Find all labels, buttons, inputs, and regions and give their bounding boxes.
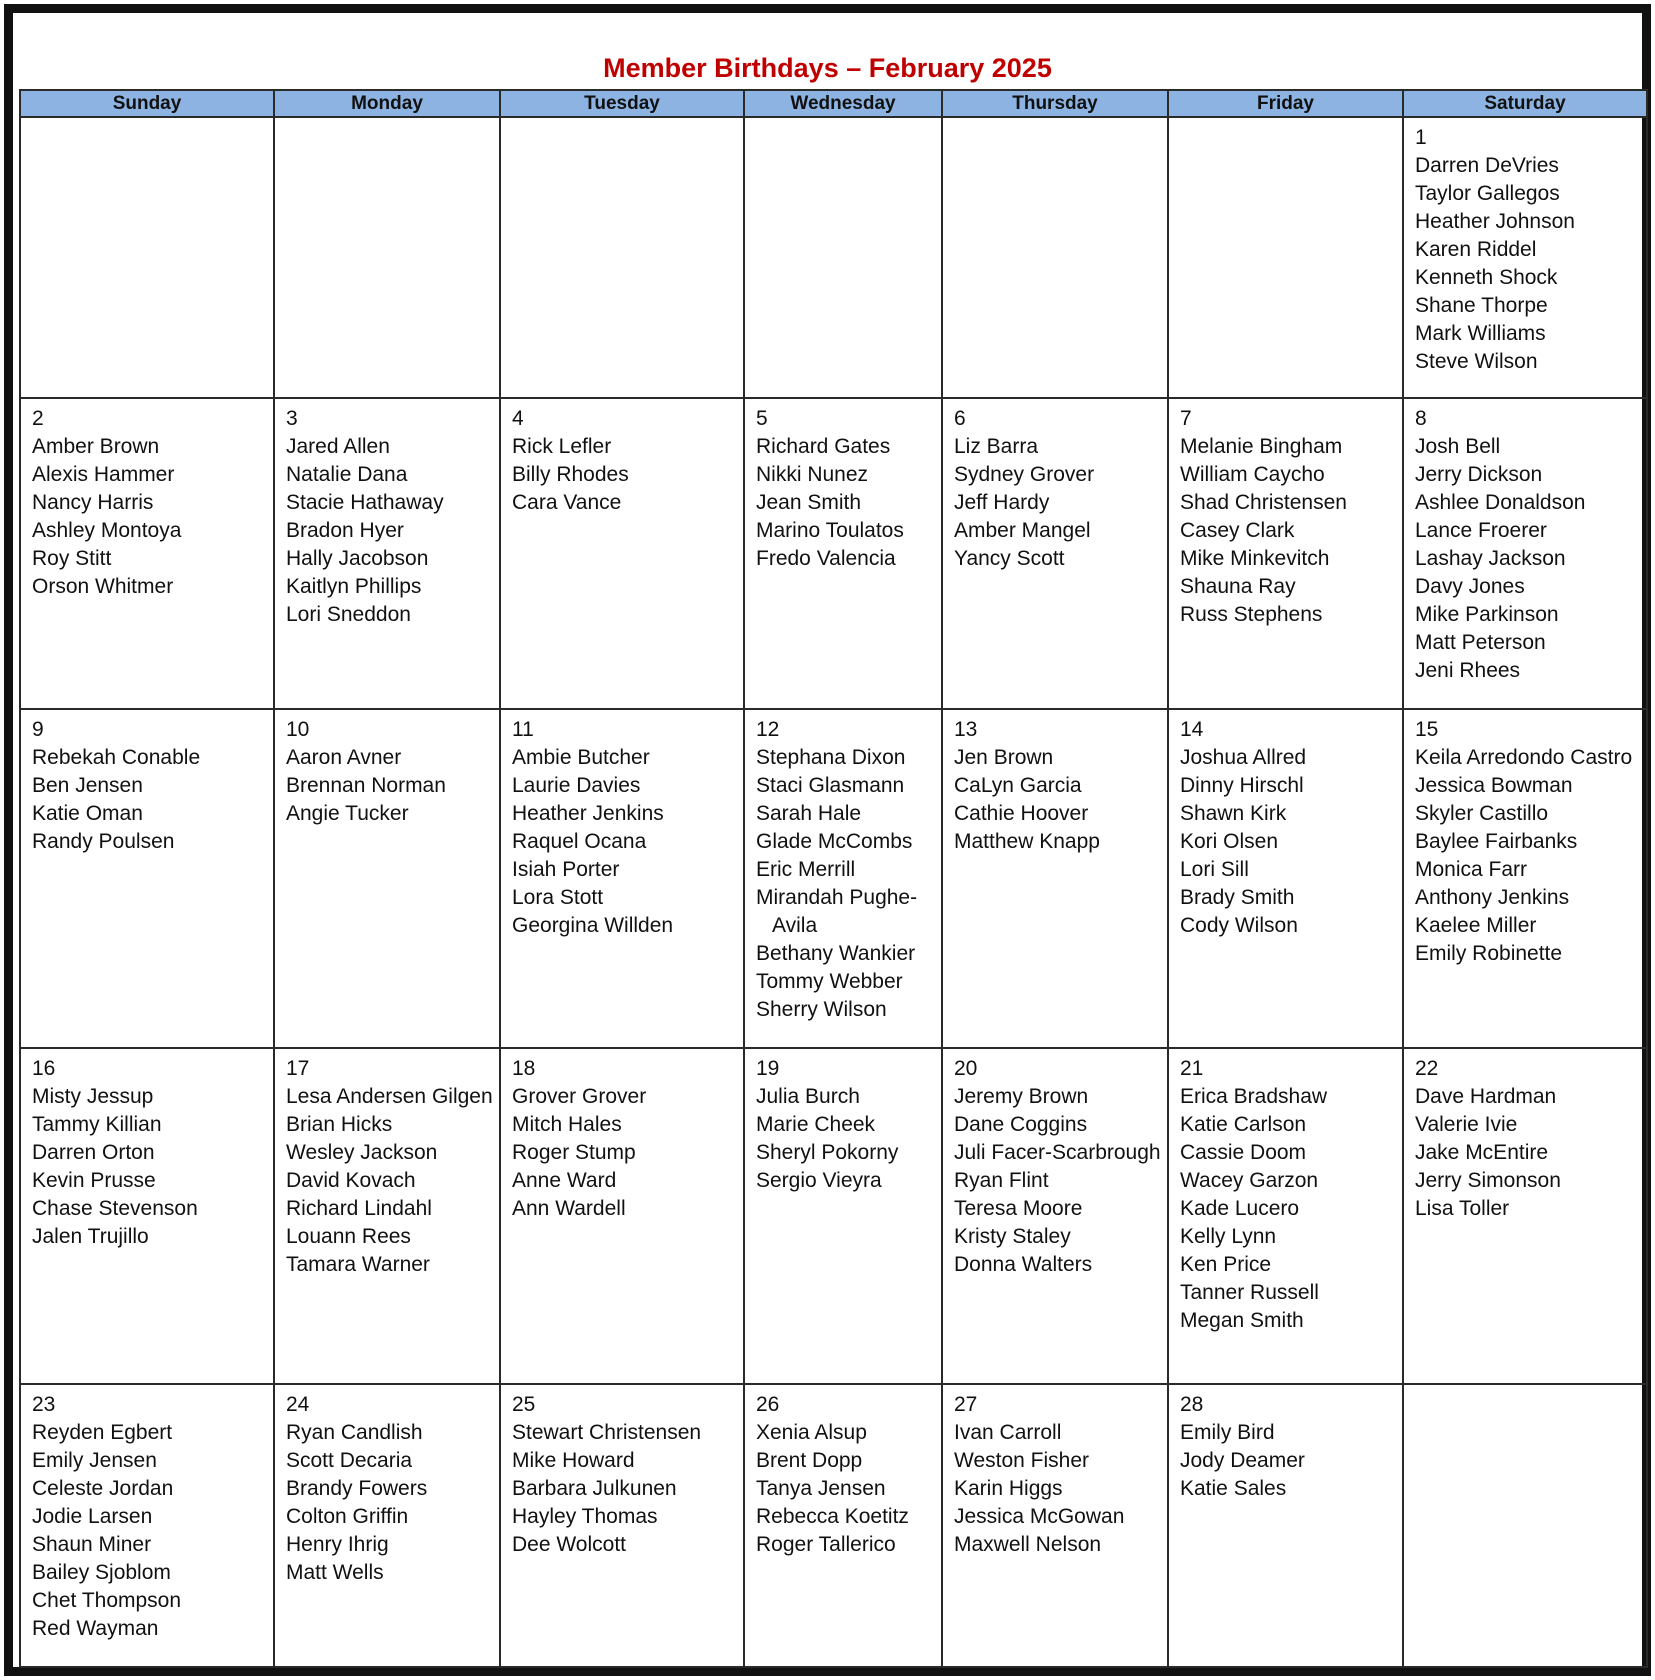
member-name: Lashay Jackson — [1415, 547, 1566, 570]
member-name: Russ Stephens — [1180, 603, 1323, 626]
birthday-list — [1415, 1083, 1646, 1223]
member-name: Emily Jensen — [32, 1449, 157, 1472]
member-name: Brandy Fowers — [286, 1477, 428, 1500]
member-name: Nancy Harris — [32, 491, 154, 514]
member-name: Skyler Castillo — [1415, 802, 1549, 825]
member-name: Jerry Simonson — [1415, 1169, 1561, 1192]
member-name: Ambie Butcher — [512, 746, 650, 769]
member-name: Staci Glasmann — [756, 774, 905, 797]
day-number: 23 — [32, 1393, 56, 1416]
day-number: 27 — [954, 1393, 978, 1416]
birthday-list — [1180, 1419, 1402, 1503]
day-number: 18 — [512, 1057, 536, 1080]
member-name: Joshua Allred — [1180, 746, 1307, 769]
member-name: Richard Lindahl — [286, 1197, 432, 1220]
member-name: Darren Orton — [32, 1141, 155, 1164]
birthday-list — [512, 433, 743, 517]
member-name: Dee Wolcott — [512, 1533, 626, 1556]
member-name: Fredo Valencia — [756, 547, 896, 570]
member-name: Sarah Hale — [756, 802, 862, 825]
day-cell — [744, 398, 942, 709]
member-name: Katie Sales — [1180, 1477, 1287, 1500]
member-name: Jake McEntire — [1415, 1141, 1549, 1164]
weekday-header: Sunday — [20, 90, 274, 117]
member-name: Weston Fisher — [954, 1449, 1089, 1472]
member-name: Sheryl Pokorny — [756, 1141, 899, 1164]
member-name: Natalie Dana — [286, 463, 408, 486]
member-name: Lesa Andersen Gilgen — [286, 1085, 493, 1108]
birthday-list — [286, 1083, 499, 1279]
member-name: Red Wayman — [32, 1617, 159, 1640]
member-name: Stephana Dixon — [756, 746, 906, 769]
member-name: Lora Stott — [512, 886, 604, 909]
member-name: Brennan Norman — [286, 774, 446, 797]
member-name: Shaun Miner — [32, 1533, 152, 1556]
member-name: CaLyn Garcia — [954, 774, 1082, 797]
member-name: Megan Smith — [1180, 1309, 1304, 1332]
member-name: Hayley Thomas — [512, 1505, 658, 1528]
weekday-header: Thursday — [942, 90, 1168, 117]
member-name: Mike Minkevitch — [1180, 547, 1330, 570]
day-cell — [274, 709, 500, 1048]
member-name: Jared Allen — [286, 435, 390, 458]
member-name: Sherry Wilson — [756, 998, 887, 1021]
member-name: Katie Oman — [32, 802, 143, 825]
member-name: Jessica Bowman — [1415, 774, 1573, 797]
empty-day-cell — [20, 117, 274, 398]
member-name: Jerry Dickson — [1415, 463, 1543, 486]
birthday-list — [286, 744, 499, 828]
member-name: Sergio Vieyra — [756, 1169, 882, 1192]
member-name: Bradon Hyer — [286, 519, 404, 542]
day-number: 10 — [286, 718, 310, 741]
member-name: Mirandah Pughe-Avila — [756, 886, 918, 937]
day-number: 9 — [32, 718, 44, 741]
member-name: Misty Jessup — [32, 1085, 154, 1108]
day-cell — [1403, 709, 1647, 1048]
member-name: Lori Sill — [1180, 858, 1249, 881]
member-name: Anthony Jenkins — [1415, 886, 1570, 909]
day-cell — [274, 1048, 500, 1384]
day-cell — [1403, 1048, 1647, 1384]
member-name: Scott Decaria — [286, 1449, 413, 1472]
member-name: Alexis Hammer — [32, 463, 175, 486]
day-number: 14 — [1180, 718, 1204, 741]
day-cell — [1168, 398, 1403, 709]
day-number: 13 — [954, 718, 978, 741]
birthday-list — [1180, 744, 1402, 940]
day-number: 15 — [1415, 718, 1439, 741]
member-name: Karen Riddel — [1415, 238, 1537, 261]
member-name: Kaitlyn Phillips — [286, 575, 422, 598]
member-name: Henry Ihrig — [286, 1533, 389, 1556]
empty-day-cell — [744, 117, 942, 398]
day-cell — [20, 1384, 274, 1667]
member-name: Lori Sneddon — [286, 603, 411, 626]
birthday-list — [32, 744, 273, 856]
week-row — [20, 1384, 1647, 1667]
empty-day-cell — [500, 117, 744, 398]
birthday-list — [512, 1419, 743, 1559]
birthday-list — [286, 433, 499, 629]
member-name: Jeremy Brown — [954, 1085, 1089, 1108]
day-cell — [500, 1048, 744, 1384]
birthday-list — [1415, 433, 1646, 685]
member-name: Richard Gates — [756, 435, 891, 458]
empty-day-cell — [1168, 117, 1403, 398]
member-name: Jalen Trujillo — [32, 1225, 149, 1248]
member-name: Laurie Davies — [512, 774, 641, 797]
member-name: Julia Burch — [756, 1085, 860, 1108]
weekday-header: Monday — [274, 90, 500, 117]
member-name: Raquel Ocana — [512, 830, 647, 853]
member-name: Brady Smith — [1180, 886, 1295, 909]
member-name: Davy Jones — [1415, 575, 1525, 598]
member-name: Teresa Moore — [954, 1197, 1083, 1220]
birthday-list — [1415, 744, 1646, 968]
member-name: Amber Brown — [32, 435, 160, 458]
member-name: Valerie Ivie — [1415, 1113, 1518, 1136]
empty-day-cell — [942, 117, 1168, 398]
day-cell — [500, 1384, 744, 1667]
day-cell — [942, 1048, 1168, 1384]
day-cell — [942, 1384, 1168, 1667]
member-name: Dane Coggins — [954, 1113, 1088, 1136]
member-name: Heather Jenkins — [512, 802, 664, 825]
member-name: Reyden Egbert — [32, 1421, 173, 1444]
member-name: Orson Whitmer — [32, 575, 174, 598]
member-name: Roger Stump — [512, 1141, 636, 1164]
member-name: Rick Lefler — [512, 435, 612, 458]
member-name: Steve Wilson — [1415, 350, 1538, 373]
member-name: Chet Thompson — [32, 1589, 182, 1612]
member-name: Heather Johnson — [1415, 210, 1575, 233]
member-name: Jodie Larsen — [32, 1505, 153, 1528]
birthday-list — [756, 1083, 941, 1195]
member-name: Jeff Hardy — [954, 491, 1050, 514]
member-name: Kenneth Shock — [1415, 266, 1558, 289]
day-number: 12 — [756, 718, 780, 741]
day-number: 26 — [756, 1393, 780, 1416]
member-name: Bailey Sjoblom — [32, 1561, 171, 1584]
member-name: Tanner Russell — [1180, 1281, 1319, 1304]
member-name: Taylor Gallegos — [1415, 182, 1560, 205]
member-name: Monica Farr — [1415, 858, 1528, 881]
week-row — [20, 398, 1647, 709]
birthday-list — [756, 744, 941, 1024]
page-title: Member Birthdays – February 2025 — [603, 53, 1052, 83]
member-name: Barbara Julkunen — [512, 1477, 677, 1500]
member-name: Jen Brown — [954, 746, 1054, 769]
day-number: 5 — [756, 407, 768, 430]
day-number: 4 — [512, 407, 524, 430]
member-name: Roy Stitt — [32, 547, 112, 570]
empty-day-cell — [1403, 1384, 1647, 1667]
member-name: Wesley Jackson — [286, 1141, 438, 1164]
member-name: Ashley Montoya — [32, 519, 182, 542]
member-name: Kevin Prusse — [32, 1169, 156, 1192]
day-number: 11 — [512, 718, 534, 741]
member-name: Shane Thorpe — [1415, 294, 1548, 317]
birthday-list — [1180, 1083, 1402, 1335]
day-number: 24 — [286, 1393, 310, 1416]
member-name: Mark Williams — [1415, 322, 1546, 345]
day-cell — [744, 1048, 942, 1384]
day-cell — [20, 709, 274, 1048]
member-name: Kelly Lynn — [1180, 1225, 1277, 1248]
member-name: Jody Deamer — [1180, 1449, 1305, 1472]
member-name: Cassie Doom — [1180, 1141, 1307, 1164]
member-name: Maxwell Nelson — [954, 1533, 1102, 1556]
birthday-list — [32, 1419, 273, 1643]
member-name: Ann Wardell — [512, 1197, 626, 1220]
member-name: Randy Poulsen — [32, 830, 175, 853]
member-name: Stewart Christensen — [512, 1421, 702, 1444]
member-name: Billy Rhodes — [512, 463, 629, 486]
day-cell — [942, 709, 1168, 1048]
member-name: Dinny Hirschl — [1180, 774, 1304, 797]
day-number: 28 — [1180, 1393, 1204, 1416]
member-name: Karin Higgs — [954, 1477, 1063, 1500]
member-name: Kade Lucero — [1180, 1197, 1300, 1220]
birthday-list — [512, 744, 743, 940]
weekday-header: Friday — [1168, 90, 1403, 117]
day-cell — [942, 398, 1168, 709]
member-name: Melanie Bingham — [1180, 435, 1343, 458]
member-name: Emily Bird — [1180, 1421, 1275, 1444]
member-name: Mike Parkinson — [1415, 603, 1559, 626]
day-cell — [20, 1048, 274, 1384]
member-name: Louann Rees — [286, 1225, 411, 1248]
member-name: Hally Jacobson — [286, 547, 429, 570]
member-name: Glade McCombs — [756, 830, 913, 853]
day-cell — [500, 709, 744, 1048]
member-name: Tamara Warner — [286, 1253, 430, 1276]
day-cell — [744, 709, 942, 1048]
member-name: Stacie Hathaway — [286, 491, 444, 514]
member-name: Lisa Toller — [1415, 1197, 1510, 1220]
birthday-list — [954, 1419, 1167, 1559]
member-name: Ken Price — [1180, 1253, 1272, 1276]
member-name: Shawn Kirk — [1180, 802, 1287, 825]
member-name: Rebecca Koetitz — [756, 1505, 909, 1528]
day-number: 8 — [1415, 407, 1427, 430]
member-name: Jessica McGowan — [954, 1505, 1125, 1528]
member-name: Mike Howard — [512, 1449, 635, 1472]
member-name: Aaron Avner — [286, 746, 402, 769]
member-name: Ben Jensen — [32, 774, 143, 797]
birthday-list — [1180, 433, 1402, 629]
weekday-header-row — [20, 90, 1647, 117]
member-name: Cara Vance — [512, 491, 622, 514]
member-name: Xenia Alsup — [756, 1421, 867, 1444]
birthday-list — [756, 1419, 941, 1559]
member-name: Kristy Staley — [954, 1225, 1071, 1248]
day-number: 1 — [1415, 126, 1427, 149]
empty-day-cell — [274, 117, 500, 398]
member-name: Anne Ward — [512, 1169, 617, 1192]
member-name: Ivan Carroll — [954, 1421, 1062, 1444]
birthday-calendar — [19, 89, 1648, 1668]
member-name: Chase Stevenson — [32, 1197, 198, 1220]
member-name: Jean Smith — [756, 491, 862, 514]
member-name: Matthew Knapp — [954, 830, 1100, 853]
member-name: Angie Tucker — [286, 802, 409, 825]
member-name: Ryan Flint — [954, 1169, 1049, 1192]
member-name: Jeni Rhees — [1415, 659, 1521, 682]
member-name: Bethany Wankier — [756, 942, 916, 965]
weekday-header: Tuesday — [500, 90, 744, 117]
day-cell — [1403, 398, 1647, 709]
member-name: Shauna Ray — [1180, 575, 1296, 598]
day-number: 19 — [756, 1057, 780, 1080]
member-name: Matt Peterson — [1415, 631, 1546, 654]
day-cell — [1168, 709, 1403, 1048]
member-name: Josh Bell — [1415, 435, 1501, 458]
day-number: 6 — [954, 407, 966, 430]
member-name: Keila Arredondo Castro — [1415, 746, 1633, 769]
member-name: Matt Wells — [286, 1561, 384, 1584]
birthday-list — [954, 433, 1167, 573]
member-name: Tammy Killian — [32, 1113, 162, 1136]
week-row — [20, 1048, 1647, 1384]
day-cell — [744, 1384, 942, 1667]
birthday-list — [512, 1083, 743, 1223]
member-name: Lance Froerer — [1415, 519, 1547, 542]
day-number: 7 — [1180, 407, 1192, 430]
member-name: Colton Griffin — [286, 1505, 409, 1528]
member-name: Marino Toulatos — [756, 519, 904, 542]
member-name: Amber Mangel — [954, 519, 1091, 542]
member-name: Ryan Candlish — [286, 1421, 423, 1444]
member-name: Brian Hicks — [286, 1113, 393, 1136]
member-name: Kaelee Miller — [1415, 914, 1537, 937]
day-cell — [274, 398, 500, 709]
day-number: 16 — [32, 1057, 56, 1080]
member-name: Wacey Garzon — [1180, 1169, 1319, 1192]
birthday-list — [756, 433, 941, 573]
member-name: Brent Dopp — [756, 1449, 863, 1472]
member-name: Sydney Grover — [954, 463, 1095, 486]
day-cell — [1403, 117, 1647, 398]
member-name: Emily Robinette — [1415, 942, 1563, 965]
member-name: Darren DeVries — [1415, 154, 1559, 177]
day-cell — [1168, 1048, 1403, 1384]
birthday-list — [32, 1083, 273, 1251]
member-name: Donna Walters — [954, 1253, 1093, 1276]
member-name: Liz Barra — [954, 435, 1039, 458]
day-cell — [20, 398, 274, 709]
member-name: Rebekah Conable — [32, 746, 201, 769]
member-name: Tanya Jensen — [756, 1477, 886, 1500]
day-number: 20 — [954, 1057, 978, 1080]
day-cell — [500, 398, 744, 709]
member-name: Kori Olsen — [1180, 830, 1279, 853]
member-name: Yancy Scott — [954, 547, 1065, 570]
member-name: William Caycho — [1180, 463, 1325, 486]
birthday-list — [32, 433, 273, 601]
birthday-list — [1415, 152, 1646, 376]
member-name: Erica Bradshaw — [1180, 1085, 1328, 1108]
member-name: Katie Carlson — [1180, 1113, 1307, 1136]
birthday-list — [954, 1083, 1167, 1279]
day-number: 25 — [512, 1393, 536, 1416]
member-name: Roger Tallerico — [756, 1533, 896, 1556]
week-row — [20, 117, 1647, 398]
member-name: David Kovach — [286, 1169, 416, 1192]
member-name: Georgina Willden — [512, 914, 674, 937]
member-name: Baylee Fairbanks — [1415, 830, 1578, 853]
member-name: Ashlee Donaldson — [1415, 491, 1586, 514]
day-number: 21 — [1180, 1057, 1204, 1080]
calendar-body — [20, 117, 1647, 1667]
weekday-header: Wednesday — [744, 90, 942, 117]
member-name: Eric Merrill — [756, 858, 856, 881]
weekday-header: Saturday — [1403, 90, 1647, 117]
member-name: Casey Clark — [1180, 519, 1295, 542]
day-number: 3 — [286, 407, 298, 430]
member-name: Dave Hardman — [1415, 1085, 1557, 1108]
member-name: Shad Christensen — [1180, 491, 1347, 514]
member-name: Nikki Nunez — [756, 463, 869, 486]
day-cell — [274, 1384, 500, 1667]
member-name: Cody Wilson — [1180, 914, 1298, 937]
member-name: Juli Facer-Scarbrough — [954, 1141, 1161, 1164]
member-name: Cathie Hoover — [954, 802, 1089, 825]
birthday-list — [286, 1419, 499, 1587]
member-name: Isiah Porter — [512, 858, 620, 881]
day-cell — [1168, 1384, 1403, 1667]
member-name: Celeste Jordan — [32, 1477, 174, 1500]
member-name: Marie Cheek — [756, 1113, 876, 1136]
page-frame — [4, 4, 1651, 1676]
day-number: 22 — [1415, 1057, 1439, 1080]
day-number: 2 — [32, 407, 44, 430]
day-number: 17 — [286, 1057, 310, 1080]
member-name: Grover Grover — [512, 1085, 647, 1108]
week-row — [20, 709, 1647, 1048]
birthday-list — [954, 744, 1167, 856]
member-name: Tommy Webber — [756, 970, 903, 993]
member-name: Mitch Hales — [512, 1113, 622, 1136]
